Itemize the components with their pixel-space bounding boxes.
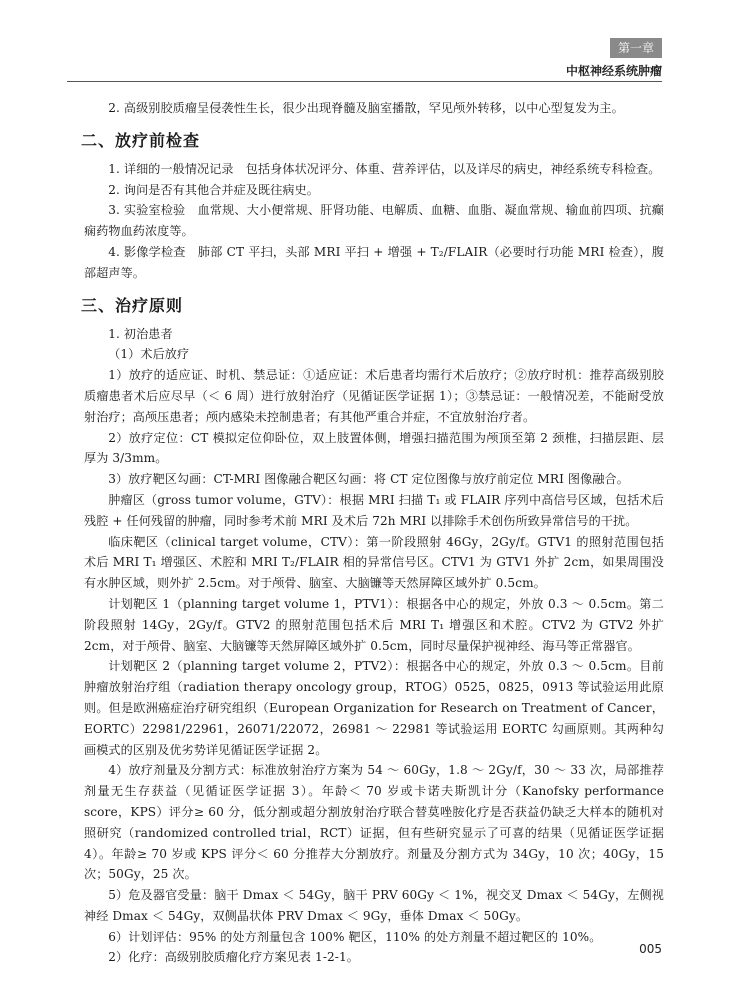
paragraph: 2）化疗：高级别胶质瘤化疗方案见表 1-2-1。: [108, 950, 359, 965]
paragraph: 2. 询问是否有其他合并症及既往病史。: [108, 182, 319, 197]
paragraph: 计划靶区 1（planning target volume 1，PTV1）：根据各中心的规定，外放 0.3 ～ 0.5cm。第二阶段照射 14Gy，2Gy/f。GTV2 的照射范围包括术后 MRI T₁ 增强区和术腔。CTV2 为 GTV2 外扩 2cm，对于颅骨、脑室、大脑镰等天然屏障区域外扩 0.5cm，同时尽量保护视神经、海马等正常器官。: [84, 596, 664, 653]
page-number: 005: [639, 942, 662, 956]
paragraph: 5）危及器官受量：脑干 Dmax ＜ 54Gy，脑干 PRV 60Gy ＜ 1%，视交叉 Dmax ＜ 54Gy，左侧视神经 Dmax ＜ 54Gy，双侧晶状体 PRV Dmax ＜ 9Gy，垂体 Dmax ＜ 50Gy。: [84, 888, 664, 923]
paragraph: 1. 详细的一般情况记录 包括身体状况评分、体重、营养评估，以及详尽的病史，神经系统专科检查。: [108, 161, 661, 176]
chapter-label: 第一章: [610, 38, 662, 58]
paragraph: 2）放疗定位：CT 模拟定位仰卧位，双上肢置体侧，增强扫描范围为颅顶至第 2 颈椎，扫描层距、层厚为 3/3mm。: [84, 430, 664, 466]
paragraph: （1）术后放疗: [108, 347, 190, 362]
paragraph: 6）计划评估：95% 的处方剂量包含 100% 靶区，110% 的处方剂量不超过靶区的 10%。: [108, 929, 602, 944]
section-heading: 三、治疗原则: [81, 295, 184, 315]
header-divider: [67, 81, 662, 82]
paragraph: 4）放疗剂量及分割方式：标准放射治疗方案为 54 ～ 60Gy，1.8 ～ 2Gy/f，30 ～ 33 次，局部推荐剂量无生存获益（见循证医学证据 3）。年龄＜ 70 岁或卡诺夫斯凯计分（Kanofsky performance score，KPS）评分≥ 60 分，低分割或超分割放射治疗联合替莫唑胺化疗是否获益仍缺乏大样本的随机对照研究（randomized controlled trial，RCT）证据，但有些研究显示了可喜的结果（见循证医学证据 4）。年龄≥ 70 岁或 KPS 评分＜ 60 分推荐大分割放疗。剂量及分割方式为 34Gy，10 次；40Gy，15 次；50Gy，25 次。: [84, 763, 664, 882]
chapter-title: 中枢神经系统肿瘤: [565, 64, 662, 78]
paragraph: 3）放疗靶区勾画：CT-MRI 图像融合靶区勾画：将 CT 定位图像与放疗前定位 MRI 图像融合。: [108, 472, 629, 487]
page-body: [81, 98, 664, 968]
paragraph: 临床靶区（clinical target volume，CTV）：第一阶段照射 46Gy，2Gy/f。GTV1 的照射范围包括术后 MRI T₁ 增强区、术腔和 MRI T₂/FLAIR 相的异常信号区。CTV1 为 GTV1 外扩 2cm，如果周围没有水肿区域，则外扩 2.5cm。对于颅骨、脑室、大脑镰等天然屏障区域外扩 0.5cm。: [84, 534, 664, 591]
paragraph: 计划靶区 2（planning target volume 2，PTV2）：根据各中心的规定，外放 0.3 ～ 0.5cm。目前肿瘤放射治疗组（radiation therapy oncology group，RTOG）0525，0825，0913 等试验运用此原则。但是欧洲癌症治疗研究组织（European Organization for Research on Treatment of Cancer，EORTC）22981/22961，26071/22072，26981 ～ 22981 等试验运用 EORTC 勾画原则。其两种勾画模式的区别及优劣势详见循证医学证据 2。: [84, 659, 664, 757]
paragraph: 3. 实验室检验 血常规、大小便常规、肝肾功能、电解质、血糖、血脂、凝血常规、输血前四项、抗癫痫药物血药浓度等。: [84, 203, 664, 239]
section-heading: 二、放疗前检查: [81, 130, 201, 150]
paragraph: 1. 初治患者: [108, 326, 173, 341]
paragraph: 肿瘤区（gross tumor volume，GTV）：根据 MRI 扫描 T₁ 或 FLAIR 序列中高信号区域，包括术后残腔 + 任何残留的肿瘤，同时参考术前 MRI 及术后 72h MRI 以排除手术创伤所致异常信号的干扰。: [84, 492, 664, 528]
paragraph: 4. 影像学检查 肺部 CT 平扫，头部 MRI 平扫 + 增强 + T₂/FLAIR（必要时行功能 MRI 检查），腹部超声等。: [84, 244, 664, 280]
paragraph: 2. 高级别胶质瘤呈侵袭性生长，很少出现脊髓及脑室播散，罕见颅外转移，以中心型复发为主。: [108, 101, 624, 115]
paragraph: 1）放疗的适应证、时机、禁忌证：①适应证：术后患者均需行术后放疗；②放疗时机：推荐高级别胶质瘤患者术后应尽早（＜ 6 周）进行放射治疗（见循证医学证据 1）；③禁忌证：一般情况差，不能耐受放射治疗；高颅压患者；颅内感染未控制患者；有其他严重合并症，不宜放射治疗者。: [84, 368, 664, 424]
